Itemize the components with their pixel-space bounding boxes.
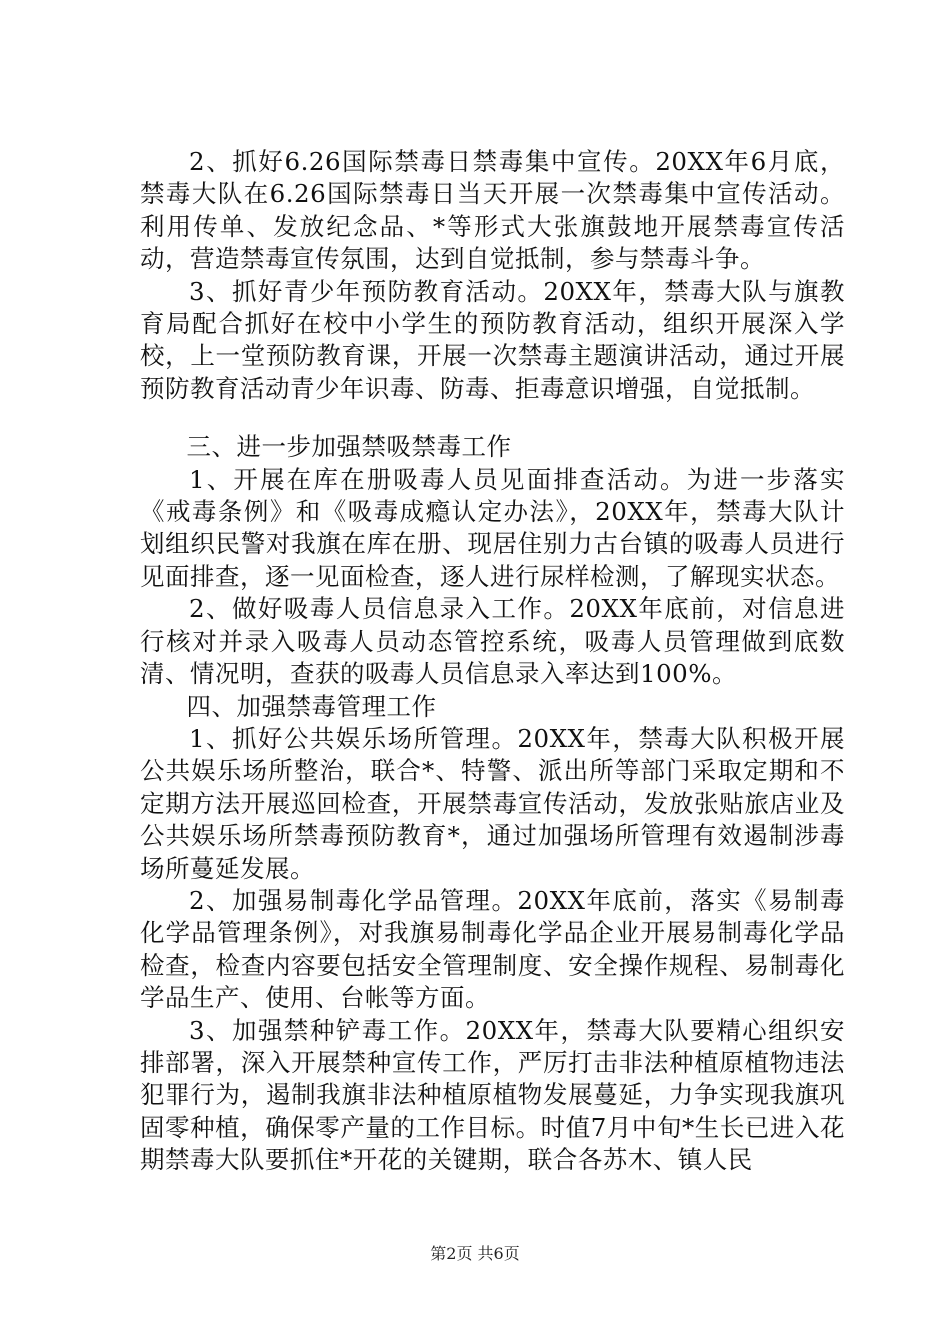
- paragraph-youth-education: 3、抓好青少年预防教育活动。20XX年，禁毒大队与旗教育局配合抓好在校中小学生的预防教育活动，组织开展深入学校，上一堂预防教育课，开展一次禁毒主题演讲活动，通过开展预防教育活动青少年识毒、防毒、拒毒意识增强，自觉抵制。: [140, 276, 845, 403]
- section-heading-4: 四、加强禁毒管理工作: [186, 691, 437, 721]
- page-number-footer: 第2页 共6页: [430, 1244, 520, 1263]
- paragraph-propaganda: 2、抓好6.26国际禁毒日禁毒集中宣传。20XX年6月底，禁毒大队在6.26国际禁毒日当天开展一次禁毒集中宣传活动。利用传单、发放纪念品、*等形式大张旗鼓地开展禁毒宣传活动，营造禁毒宣传氛围，达到自觉抵制，参与禁毒斗争。: [140, 147, 845, 274]
- document-body: [140, 146, 845, 1177]
- paragraph-entertainment-venues: 1、抓好公共娱乐场所管理。20XX年，禁毒大队积极开展公共娱乐场所整治，联合*、特警、派出所等部门采取定期和不定期方法开展巡回检查，开展禁毒宣传活动，发放张贴旅店业及公共娱乐场所禁毒预防教育*，通过加强场所管理有效遏制涉毒场所蔓延发展。: [140, 723, 845, 883]
- paragraph-screening: 1、开展在库在册吸毒人员见面排查活动。为进一步落实《戒毒条例》和《吸毒成瘾认定办法》，20XX年，禁毒大队计划组织民警对我旗在库在册、现居住别力古台镇的吸毒人员进行见面排查，逐一见面检查，逐人进行尿样检测，了解现实状态。: [140, 464, 845, 591]
- paragraph-data-entry: 2、做好吸毒人员信息录入工作。20XX年底前，对信息进行核对并录入吸毒人员动态管控系统，吸毒人员管理做到底数清、情况明，查获的吸毒人员信息录入率达到100%。: [140, 594, 845, 689]
- paragraph-eradication: 3、加强禁种铲毒工作。20XX年，禁毒大队要精心组织安排部署，深入开展禁种宣传工作，严厉打击非法种植原植物违法犯罪行为，遏制我旗非法种植原植物发展蔓延，力争实现我旗巩固零种植，确保零产量的工作目标。时值7月中旬*生长已进入花期禁毒大队要抓住*开花的关键期，联合各苏木、镇人民: [140, 1015, 845, 1175]
- paragraph-precursor-chemicals: 2、加强易制毒化学品管理。20XX年底前，落实《易制毒化学品管理条例》，对我旗易制毒化学品企业开展易制毒化学品检查，检查内容要包括安全管理制度、安全操作规程、易制毒化学品生产、使用、台帐等方面。: [140, 885, 845, 1013]
- section-heading-3: 三、进一步加强禁吸禁毒工作: [186, 432, 512, 462]
